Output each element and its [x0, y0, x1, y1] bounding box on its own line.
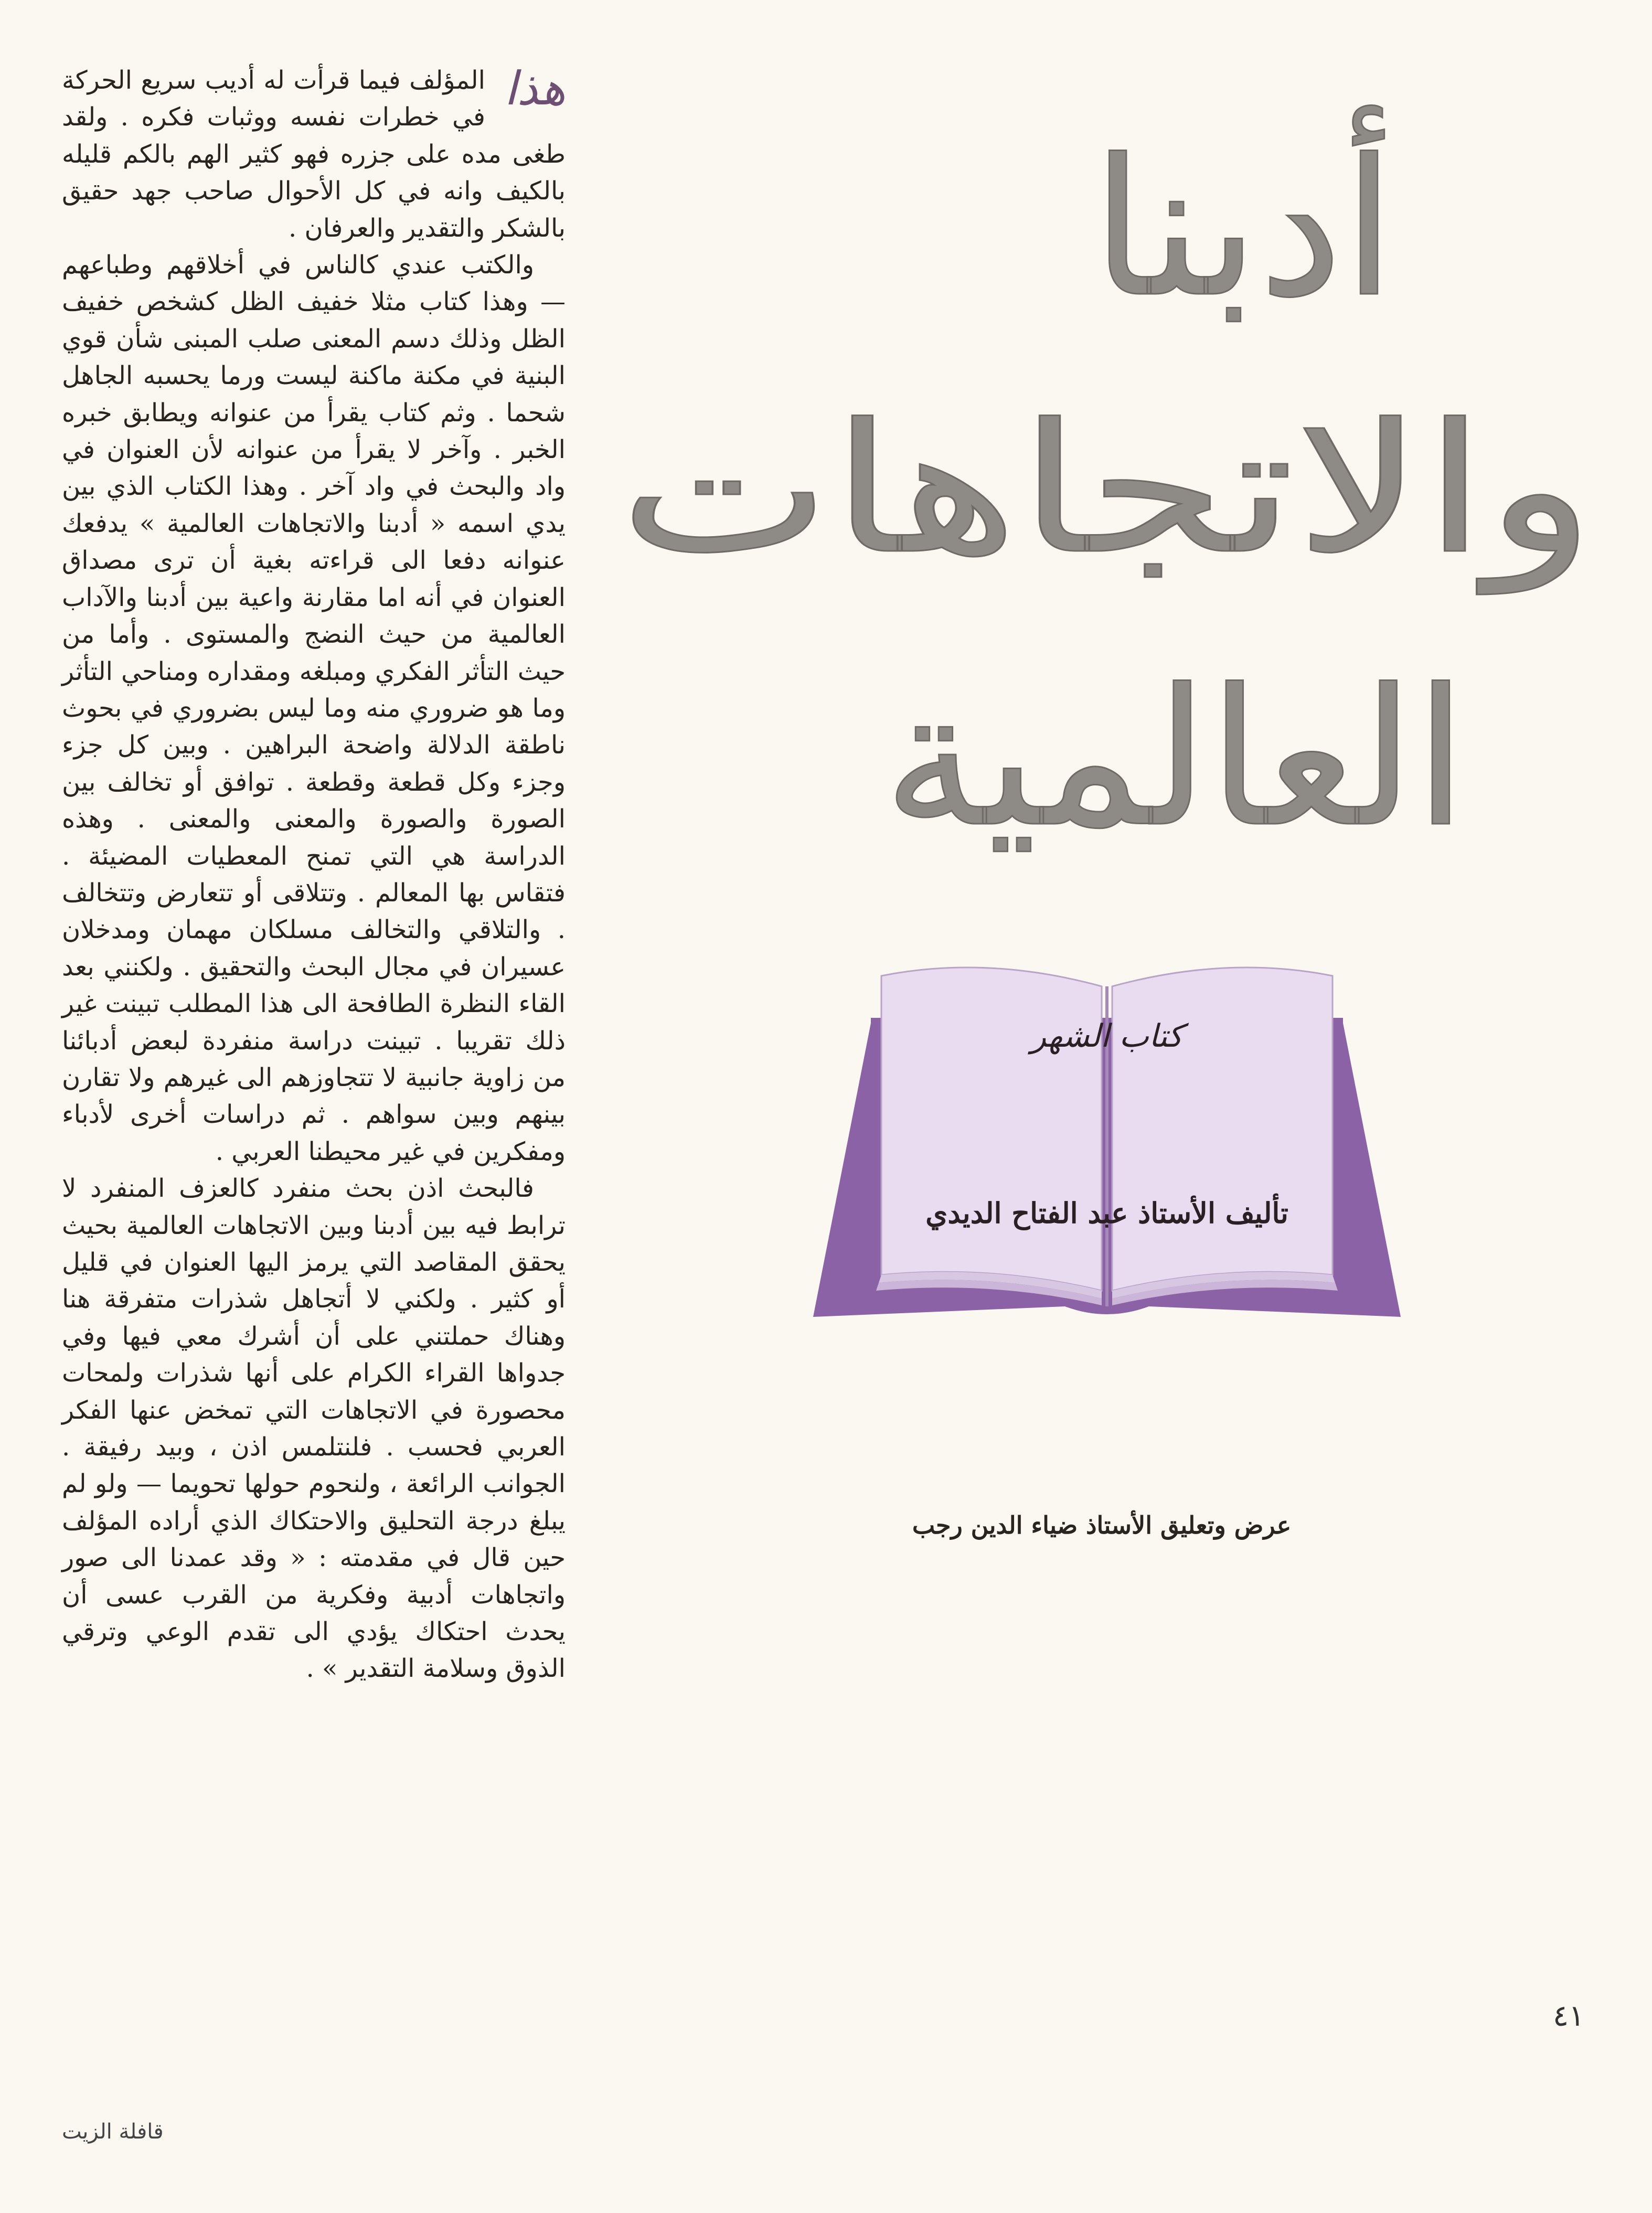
book-of-the-month-label: كتاب الشهر: [1031, 1018, 1183, 1055]
article-title: [598, 63, 1616, 881]
book-illustration: [792, 955, 1422, 1348]
book-author: تأليف الأستاذ عبد الفتاح الديدي: [925, 1196, 1288, 1230]
title-line-1: أدبنا: [1091, 119, 1395, 338]
paragraph-2: والكتب عندي كالناس في أخلاقهم وطباعهم — وهذا كتاب مثلا خفيف الظل كشخص خفيف الظل وذلك دسم المعنى صلب المبنى شأن قوي البنية في مكنة ماكنة ليست ورما يحسبه الجاهل شحما . وثم كتاب يقرأ من عنوانه ويطابق خبره الخبر . وآخر لا يقرأ من عنوانه لأن العنوان في واد والبحث في واد آخر . وهذا الكتاب الذي بين يدي اسمه « أدبنا والاتجاهات العالمية » يدفعك عنوانه دفعا الى قراءته بغية أن ترى مصداق العنوان في أنه اما مقارنة واعية بين أدبنا والآداب العالمية من حيث النضج والمستوى . وأما من حيث التأثر الفكري ومبلغه ومقداره ومناحي التأثر وما هو ضروري منه وما ليس بضروري في بحوث ناطقة الدلالة واضحة البراهين . وبين كل جزء وجزء وكل قطعة وقطعة . توافق أو تخالف بين الصورة والصورة والمعنى والمعنى . وهذه الدراسة هي التي تمنح المعطيات المضيئة . فتقاس بها المعالم . وتتلاقى أو تتعارض وتتخالف . والتلاقي والتخالف مسلكان مهمان ومدخلان عسيران في مجال البحث والتحقيق . ولكنني بعد القاء النظرة الطافحة الى هذا المطلب تبينت غير ذلك تقريبا . تبينت دراسة منفردة لبعض أدبائنا من زاوية جانبية لا تتجاوزهم الى غيرهم ولا تقارن بينهم وبين سواهم . ثم دراسات أخرى لأدباء ومفكرين في غير محيطنا العربي .: [62, 250, 566, 1166]
title-line-2: والاتجاهات: [619, 386, 1392, 593]
paragraph-3: فالبحث اذن بحث منفرد كالعزف المنفرد لا ترابط فيه بين أدبنا وبين الاتجاهات العالمية بحيث يحقق المقاصد التي يرمز اليها العنوان في قليل أو كثير . ولكني لا أتجاهل شذرات متفرقة هنا وهناك حملتني على أن أشرك معي فيها وفي جدواها القراء الكرام على أنها شذرات ولمحات محصورة في الاتجاهات التي تمخض عنها الفكر العربي فحسب . فلنتلمس اذن ، وبيد رفيقة . الجوانب الرائعة ، ولنحوم حولها تحويما — ولو لم يبلغ درجة التحليق والاحتكاك الذي أراده المؤلف حين قال في مقدمته : « وقد عمدنا الى صور واتجاهات أدبية وفكرية من القرب عسى أن يحدث احتكاك يؤدي الى تقدم الوعي وترقي الذوق وسلامة التقدير » .: [62, 1174, 566, 1684]
magazine-footer: قافلة الزيت: [62, 2120, 164, 2144]
page-number: ٤١: [1553, 1999, 1585, 2033]
review-credit: عرض وتعليق الأستاذ ضياء الدين رجب: [912, 1511, 1292, 1539]
title-line-3: العالمية: [883, 648, 1467, 868]
article-column: [62, 62, 566, 2155]
paragraph-1: المؤلف فيما قرأت له أديب سريع الحركة في خطرات نفسه ووثبات فكره . ولقد طغى مده على جزره فهو كثير الهم بالكم قليله بالكيف وانه في كل الأحوال صاحب جهد حقيق بالشكر والتقدير والعرفان .: [62, 66, 566, 243]
lead-word: هذا: [504, 61, 566, 115]
